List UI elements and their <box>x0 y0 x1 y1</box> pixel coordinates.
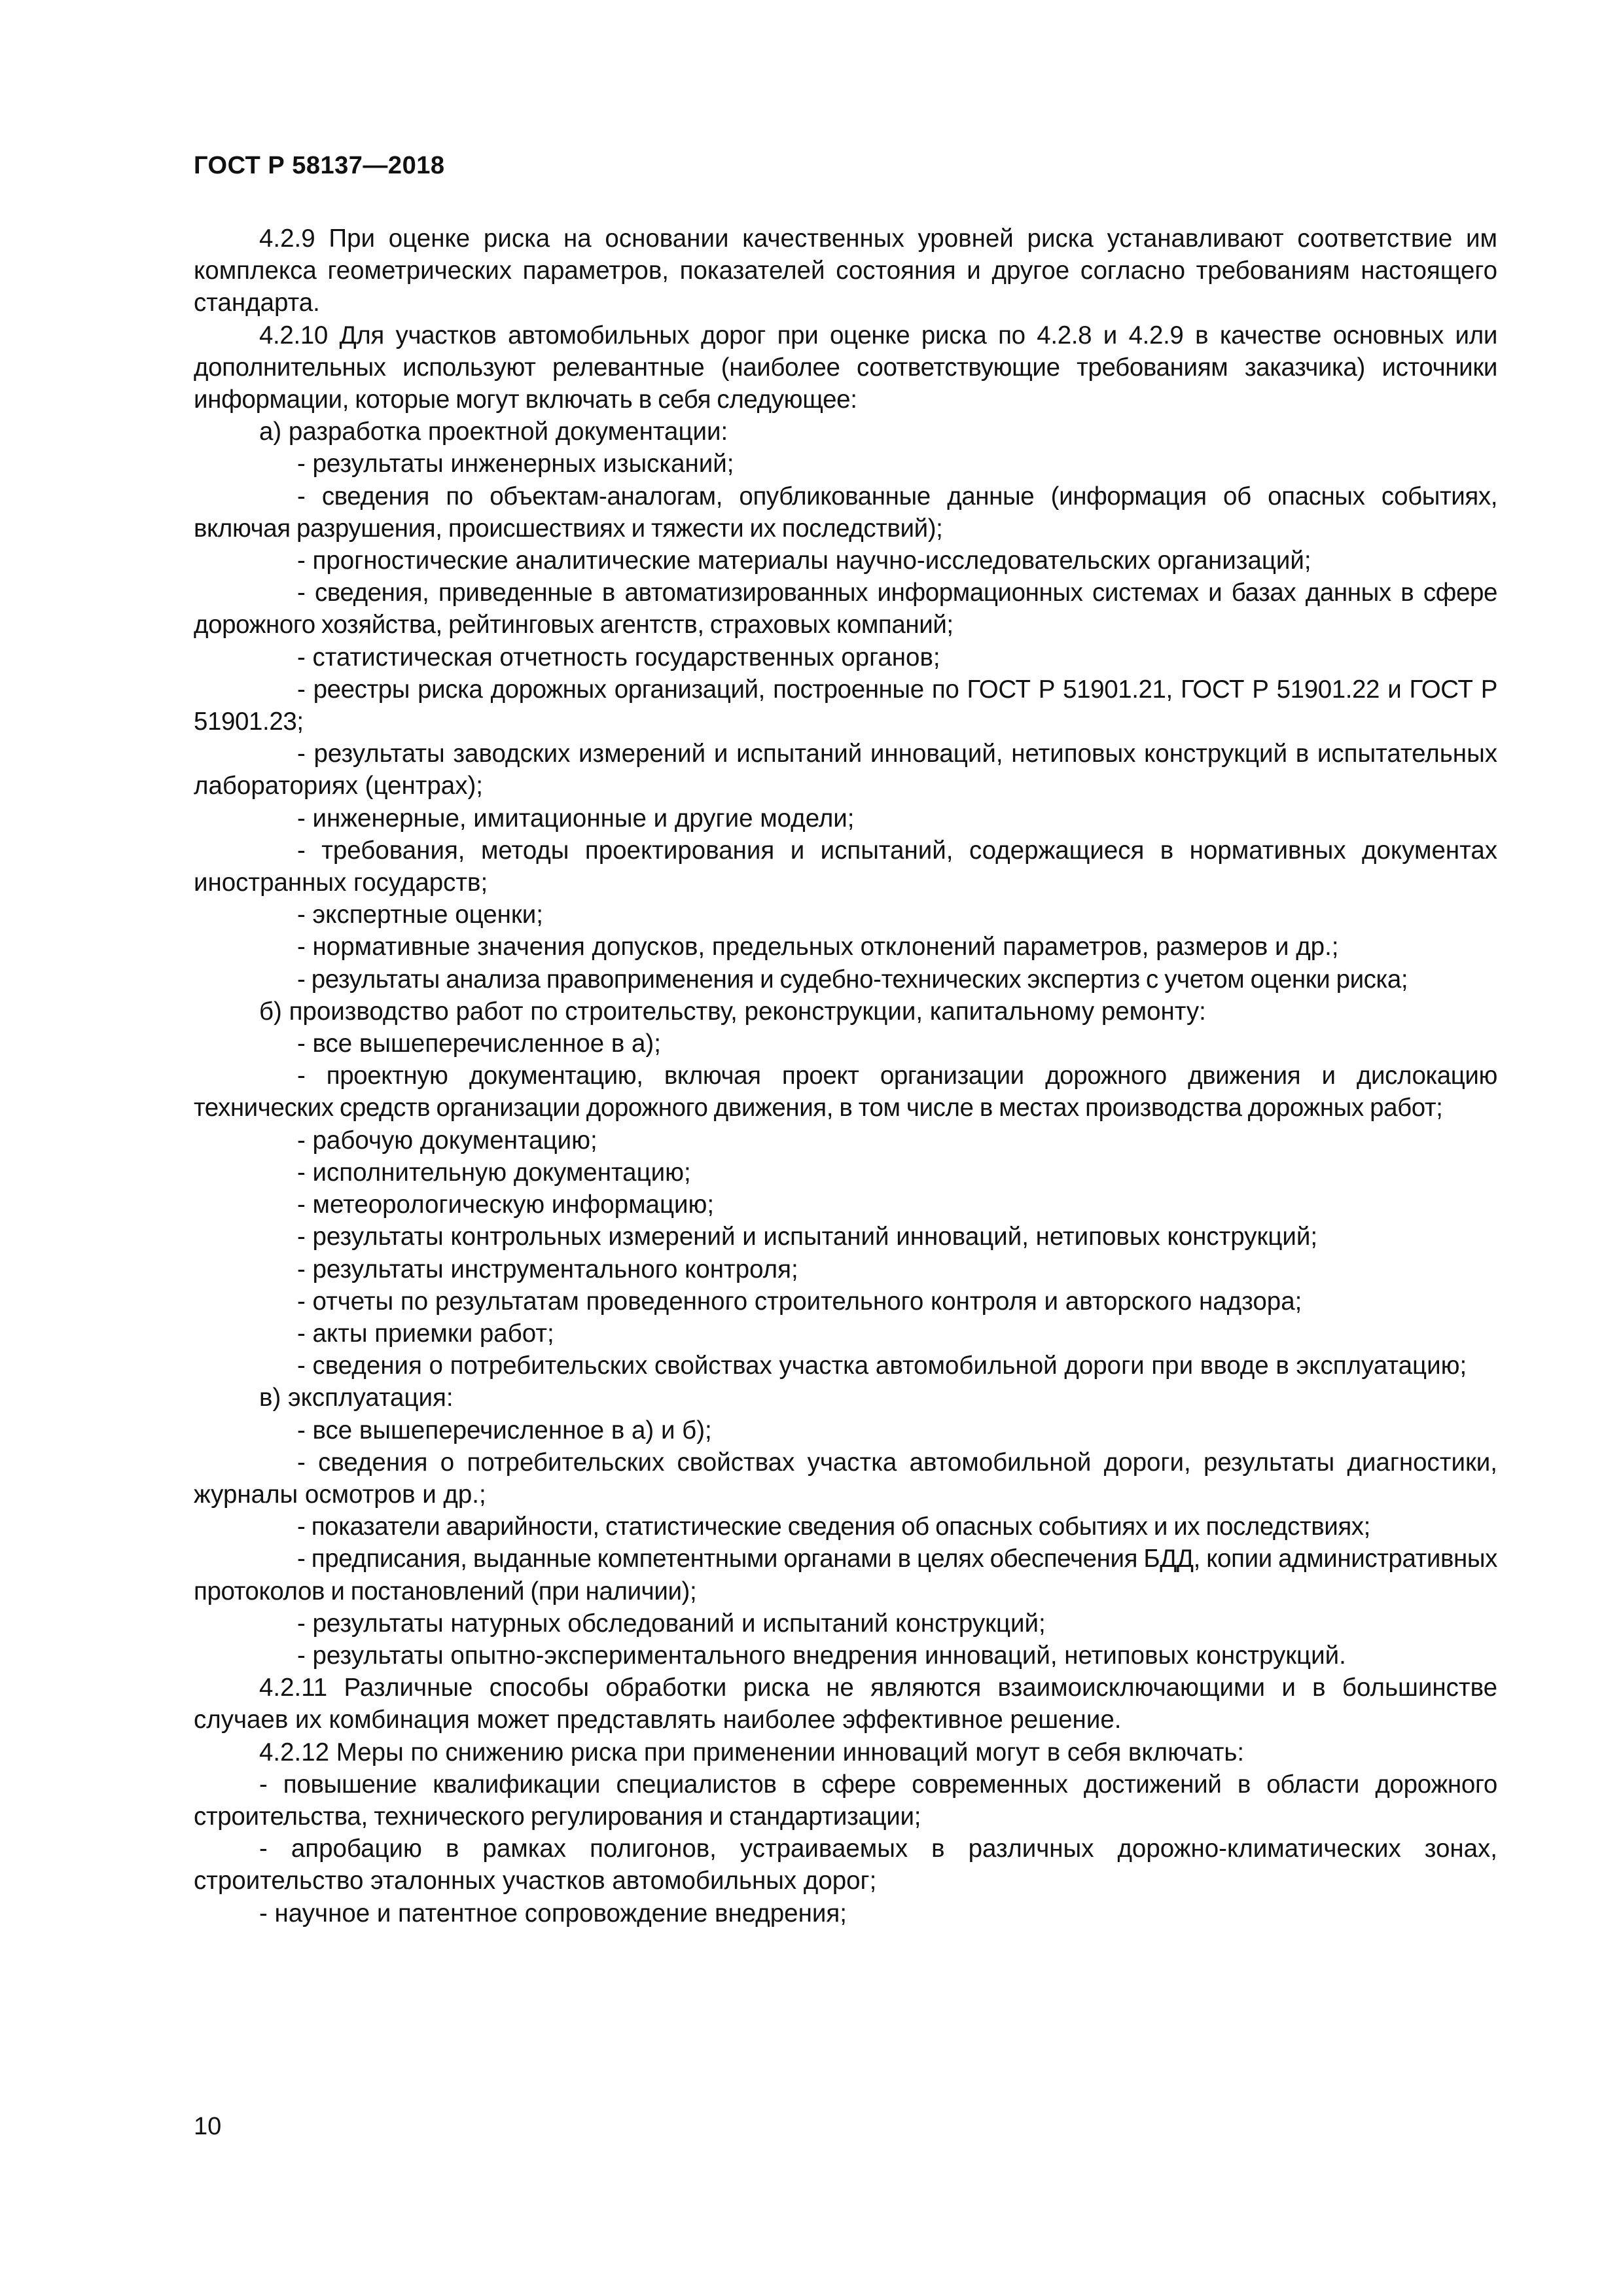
list-item: - результаты контрольных измерений и испытаний инноваций, нетиповых конструкций; <box>297 1223 1318 1251</box>
paragraph-4-2-12: 4.2.12 Меры по снижению риска при применении инноваций могут в себя включать: <box>259 1738 1245 1767</box>
list-item: - апробацию в рамках полигонов, устраиваемых в различных дорожно-климатических зонах, строительство эталонных участков автомобильных дорог; <box>194 1835 1497 1895</box>
list-item: - проектную документацию, включая проект организации дорожного движения и дислокацию технических средств организации дорожного движения, в том числе в местах производства дорожных работ; <box>194 1062 1497 1122</box>
paragraph-4-2-10: 4.2.10 Для участков автомобильных дорог при оценке риска по 4.2.8 и 4.2.9 в качестве основных или дополнительных используют релевантные (наиболее соответствующие требованиям заказчика) источники информации, которые могут включать в себя следующее: <box>194 321 1497 414</box>
list-item: - результаты инструментального контроля; <box>297 1255 798 1283</box>
list-item: - научное и патентное сопровождение внедрения; <box>259 1899 847 1928</box>
list-item: - реестры риска дорожных организаций, построенные по ГОСТ Р 51901.21, ГОСТ Р 51901.22 и ГОСТ Р 51901.23; <box>194 675 1497 736</box>
paragraph-4-2-9: 4.2.9 При оценке риска на основании качественных уровней риска устанавливают соответствие им комплекса геометрических параметров, показателей состояния и другое согласно требованиям настоящего стандарта. <box>194 224 1497 317</box>
list-item: - повышение квалификации специалистов в сфере современных достижений в области дорожного строительства, технического регулирования и стандартизации; <box>194 1770 1497 1831</box>
list-item: - нормативные значения допусков, предельных отклонений параметров, размеров и др.; <box>297 933 1339 961</box>
list-item: - статистическая отчетность государственных органов; <box>297 643 940 672</box>
list-item: - результаты заводских измерений и испытаний инноваций, нетиповых конструкций в испытательных лабораториях (центрах); <box>194 740 1497 800</box>
list-item: - предписания, выданные компетентными органами в целях обеспечения БДД, копии административных протоколов и постановлений (при наличии); <box>194 1545 1497 1605</box>
list-item: - результаты натурных обследований и испытаний конструкций; <box>297 1609 1046 1638</box>
list-a-heading: а) разработка проектной документации: <box>259 418 728 446</box>
list-item: - метеорологическую информацию; <box>297 1191 715 1219</box>
list-item: - результаты инженерных изысканий; <box>297 450 734 478</box>
list-item: - инженерные, имитационные и другие модели; <box>297 804 855 833</box>
list-item: - сведения о потребительских свойствах участка автомобильной дороги при вводе в эксплуатацию; <box>297 1352 1467 1380</box>
document-header: ГОСТ Р 58137—2018 <box>194 152 445 179</box>
list-item: - сведения, приведенные в автоматизированных информационных системах и базах данных в сфере дорожного хозяйства, рейтинговых агентств, страховых компаний; <box>194 579 1497 639</box>
list-item: - отчеты по результатам проведенного строительного контроля и авторского надзора; <box>297 1287 1302 1316</box>
page-number: 10 <box>194 2113 222 2140</box>
list-item: - показатели аварийности, статистические сведения об опасных событиях и их последствиях; <box>297 1513 1370 1541</box>
paragraph-4-2-11: 4.2.11 Различные способы обработки риска не являются взаимоисключающими и в большинстве случаев их комбинация может представлять наиболее эффективное решение. <box>194 1674 1497 1734</box>
list-item: - прогностические аналитические материалы научно-исследовательских организаций; <box>297 547 1311 575</box>
list-item: - акты приемки работ; <box>297 1319 554 1348</box>
list-item: - все вышеперечисленное в а); <box>297 1030 661 1058</box>
list-item: - исполнительную документацию; <box>297 1158 691 1187</box>
document-body <box>194 223 1497 1929</box>
list-item: - сведения по объектам-аналогам, опубликованные данные (информация об опасных событиях, включая разрушения, происшествиях и тяжести их последствий); <box>194 482 1497 543</box>
list-item: - результаты анализа правоприменения и судебно-технических экспертиз с учетом оценки риска; <box>297 965 1408 994</box>
list-c-heading: в) эксплуатация: <box>259 1384 454 1412</box>
list-item: - результаты опытно-экспериментального внедрения инноваций, нетиповых конструкций. <box>297 1641 1346 1670</box>
list-item: - сведения о потребительских свойствах участка автомобильной дороги, результаты диагностики, журналы осмотров и др.; <box>194 1448 1497 1509</box>
list-item: - требования, методы проектирования и испытаний, содержащиеся в нормативных документах иностранных государств; <box>194 836 1497 897</box>
list-item: - рабочую документацию; <box>297 1126 597 1155</box>
list-item: - экспертные оценки; <box>297 901 543 929</box>
list-b-heading: б) производство работ по строительству, реконструкции, капитальному ремонту: <box>259 997 1206 1026</box>
list-item: - все вышеперечисленное в а) и б); <box>297 1416 712 1444</box>
